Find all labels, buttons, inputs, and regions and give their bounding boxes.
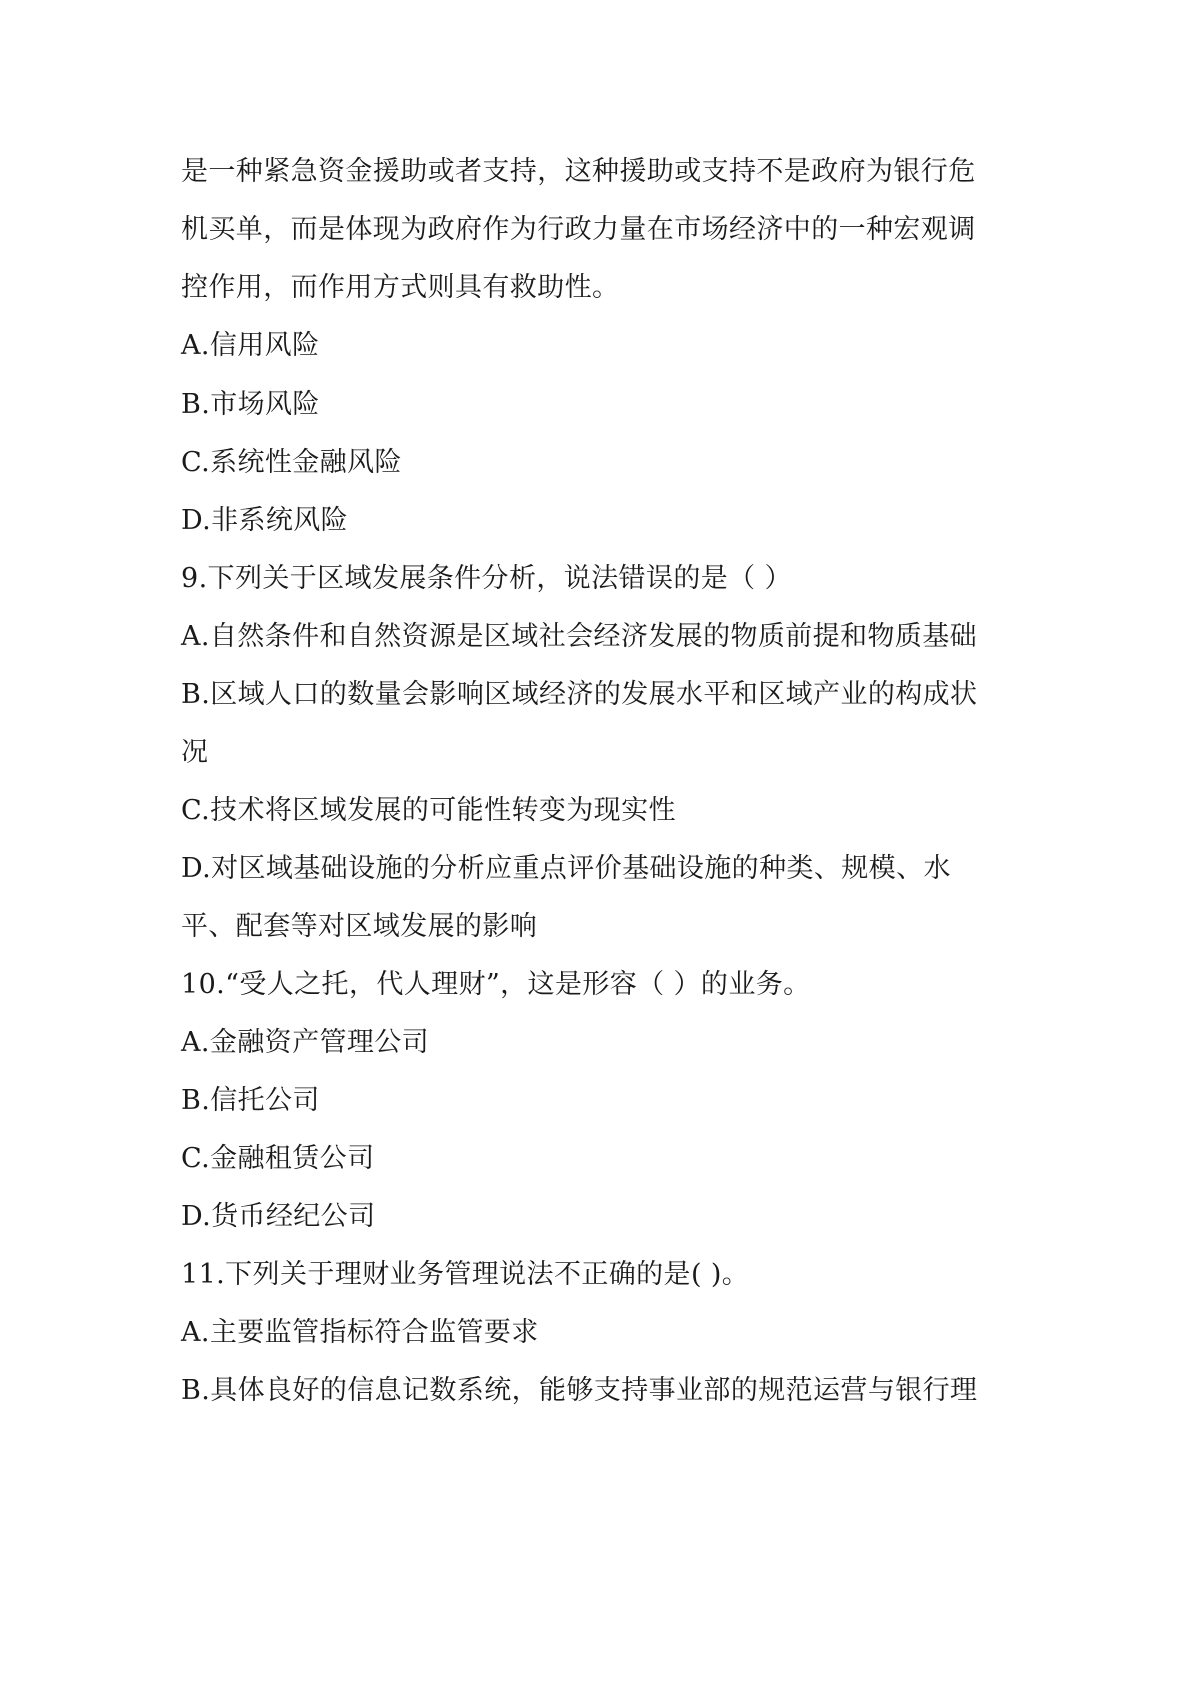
question-9: 9.下列关于区域发展条件分析，说法错误的是（ ） xyxy=(181,563,792,594)
option-d: D.对区域基础设施的分析应重点评价基础设施的种类、规模、水 xyxy=(181,853,951,884)
option-b: B.区域人口的数量会影响区域经济的发展水平和区域产业的构成状 xyxy=(181,679,978,710)
option-d: D.非系统风险 xyxy=(181,505,349,536)
paragraph-line: 机买单，而是体现为政府作为行政力量在市场经济中的一种宏观调 xyxy=(181,214,976,245)
paragraph-line: 控作用，而作用方式则具有救助性。 xyxy=(181,272,620,303)
option-c: C.技术将区域发展的可能性转变为现实性 xyxy=(181,795,676,826)
option-c: C.金融租赁公司 xyxy=(181,1143,375,1174)
option-a: A.主要监管指标符合监管要求 xyxy=(181,1317,539,1348)
option-d: D.货币经纪公司 xyxy=(181,1201,376,1232)
option-d-continued: 平、配套等对区域发展的影响 xyxy=(181,911,538,942)
option-a: A.自然条件和自然资源是区域社会经济发展的物质前提和物质基础 xyxy=(181,621,978,652)
option-b: B.信托公司 xyxy=(181,1085,320,1116)
paragraph-line: 是一种紧急资金援助或者支持，这种援助或支持不是政府为银行危 xyxy=(181,156,976,187)
option-b: B.市场风险 xyxy=(181,389,320,420)
option-b: B.具体良好的信息记数系统，能够支持事业部的规范运营与银行理 xyxy=(181,1375,978,1406)
question-10: 10.“受人之托，代人理财”，这是形容（ ）的业务。 xyxy=(181,969,811,1000)
option-c: C.系统性金融风险 xyxy=(181,447,402,478)
question-11: 11.下列关于理财业务管理说法不正确的是( )。 xyxy=(181,1259,750,1290)
option-b-continued: 况 xyxy=(181,737,209,768)
option-a: A.信用风险 xyxy=(181,330,320,361)
option-a: A.金融资产管理公司 xyxy=(181,1027,430,1058)
